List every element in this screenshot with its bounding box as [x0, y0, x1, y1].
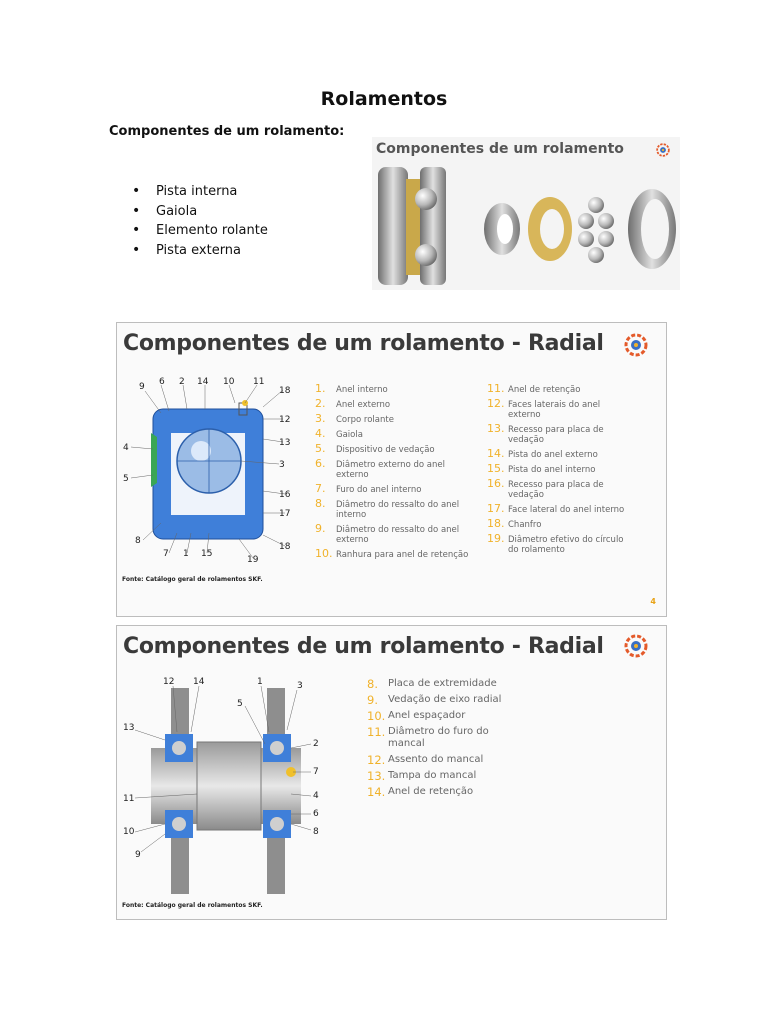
slide-title: Componentes de um rolamento - Radial: [123, 634, 604, 659]
diagram-label: 5: [237, 699, 243, 709]
legend-item: 5. Dispositivo de vedação: [315, 442, 435, 455]
legend-item: 3. Corpo rolante: [315, 412, 394, 425]
legend-item: 11. Anel de retenção: [487, 382, 581, 395]
legend: [367, 678, 517, 802]
legend-item: 14. Anel de retenção: [367, 785, 474, 799]
legend-item: 15. Pista do anel interno: [487, 462, 596, 475]
diagram-label: 12: [163, 677, 175, 687]
diagram-label: 15: [201, 549, 213, 559]
source-caption: Fonte: Catálogo geral de rolamentos SKF.: [122, 576, 263, 583]
photo-logo-icon: [656, 143, 670, 157]
legend-item: 11. Diâmetro do furo do mancal: [367, 725, 489, 749]
legend-right: [487, 382, 627, 560]
gear-logo-icon: [624, 634, 648, 658]
shaft-housing-diagram: [121, 674, 336, 899]
legend-item: 6. Diâmetro externo do anel externo: [315, 457, 445, 480]
legend-item: 12. Assento do mancal: [367, 753, 484, 767]
page-number: 4: [650, 597, 656, 606]
diagram-label: 9: [135, 850, 141, 860]
list-item: • Gaiola: [132, 202, 268, 222]
diagram-label: 18: [279, 542, 291, 552]
photo-title: Componentes de um rolamento: [376, 141, 624, 157]
legend-item: 9. Diâmetro do ressalto do anel externo: [315, 522, 460, 545]
bearing-parts-illustration: [372, 159, 680, 290]
diagram-label: 13: [123, 723, 135, 733]
diagram-label: 1: [257, 677, 263, 687]
legend-item: 9. Vedação de eixo radial: [367, 693, 502, 707]
components-list: [132, 182, 268, 260]
legend-item: 8. Placa de extremidade: [367, 677, 497, 691]
legend-item: 1. Anel interno: [315, 382, 388, 395]
diagram-label: 7: [313, 767, 319, 777]
legend-item: 18. Chanfro: [487, 517, 542, 530]
diagram-label: 1: [183, 549, 189, 559]
diagram-label: 8: [135, 536, 141, 546]
diagram-label: 8: [313, 827, 319, 837]
legend-item: 13. Tampa do mancal: [367, 769, 477, 783]
legend-item: 8. Diâmetro do ressalto do anel interno: [315, 497, 460, 520]
diagram-label: 14: [197, 377, 209, 387]
legend-item: 10. Ranhura para anel de retenção: [315, 547, 469, 560]
slide-title: Componentes de um rolamento - Radial: [123, 331, 604, 356]
legend-item: 12. Faces laterais do anel externo: [487, 397, 601, 420]
diagram-label: 6: [313, 809, 319, 819]
legend-item: 7. Furo do anel interno: [315, 482, 422, 495]
diagram-label: 16: [279, 490, 291, 500]
list-item: • Pista externa: [132, 241, 268, 261]
diagram-label: 19: [247, 555, 259, 565]
section-subtitle: Componentes de um rolamento:: [109, 124, 345, 139]
legend-item: 16. Recesso para placa de vedação: [487, 477, 604, 500]
diagram-label: 5: [123, 474, 129, 484]
diagram-label: 4: [313, 791, 319, 801]
diagram-label: 13: [279, 438, 291, 448]
diagram-label: 18: [279, 386, 291, 396]
legend-item: 14. Pista do anel externo: [487, 447, 598, 460]
diagram-label: 10: [223, 377, 235, 387]
legend-left: [315, 382, 475, 565]
legend-item: 2. Anel externo: [315, 397, 391, 410]
diagram-label: 3: [297, 681, 303, 691]
legend-item: 19. Diâmetro efetivo do círculo do rolamento: [487, 532, 624, 555]
legend-item: 10. Anel espaçador: [367, 709, 466, 723]
legend-item: 4. Gaiola: [315, 427, 363, 440]
diagram-label: 17: [279, 509, 291, 519]
diagram-label: 9: [139, 382, 145, 392]
diagram-label: 11: [123, 794, 135, 804]
diagram-label: 7: [163, 549, 169, 559]
diagram-label: 12: [279, 415, 291, 425]
legend-item: 13. Recesso para placa de vedação: [487, 422, 604, 445]
diagram-label: 11: [253, 377, 265, 387]
legend-item: 17. Face lateral do anel interno: [487, 502, 625, 515]
diagram-label: 4: [123, 443, 129, 453]
source-caption: Fonte: Catálogo geral de rolamentos SKF.: [122, 902, 263, 909]
diagram-label: 14: [193, 677, 205, 687]
bearing-cross-section-diagram: [121, 373, 301, 568]
slide-radial-housing: [116, 625, 667, 920]
list-item: • Elemento rolante: [132, 221, 268, 241]
gear-logo-icon: [624, 333, 648, 357]
diagram-label: 2: [313, 739, 319, 749]
slide-radial-components: [116, 322, 667, 617]
diagram-label: 2: [179, 377, 185, 387]
list-item: • Pista interna: [132, 182, 268, 202]
diagram-label: 10: [123, 827, 135, 837]
bearing-components-photo: [372, 137, 680, 290]
page-title: Rolamentos: [320, 88, 448, 110]
diagram-label: 6: [159, 377, 165, 387]
diagram-label: 3: [279, 460, 285, 470]
